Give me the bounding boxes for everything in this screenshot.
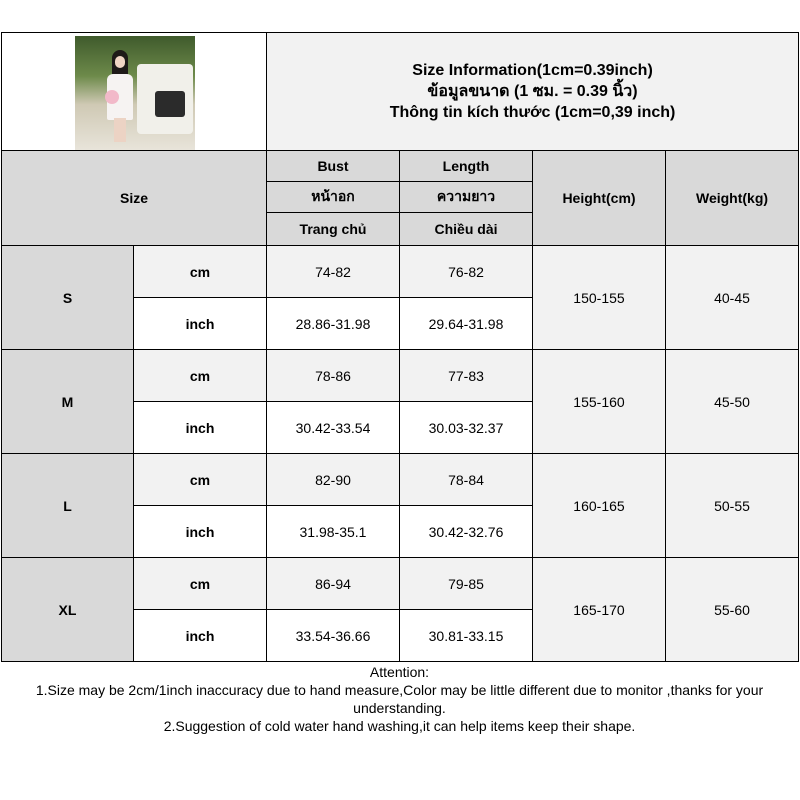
unit-label: inch [134, 298, 267, 350]
unit-label: cm [134, 558, 267, 610]
weight-value: 50-55 [666, 454, 799, 558]
table-row [2, 246, 799, 298]
length-header-th: ความยาว [400, 182, 533, 213]
length-cm-value: 76-82 [400, 246, 533, 298]
bouquet-shape [105, 90, 119, 104]
banner-row [2, 33, 799, 151]
size-name-xl: XL [2, 558, 134, 662]
model-figure [105, 50, 133, 142]
length-header-en: Length [400, 151, 533, 182]
length-inch-value: 30.03-32.37 [400, 402, 533, 454]
size-table [1, 32, 799, 662]
product-photo [75, 36, 195, 150]
height-header: Height(cm) [533, 151, 666, 246]
title-vi: Thông tin kích thước (1cm=0,39 inch) [389, 104, 676, 121]
bust-cm-value: 78-86 [267, 350, 400, 402]
unit-label: cm [134, 246, 267, 298]
attention-heading: Attention: [369, 664, 430, 680]
unit-label: inch [134, 610, 267, 662]
size-name-l: L [2, 454, 134, 558]
bust-inch-value: 28.86-31.98 [267, 298, 400, 350]
attention-line-1: 1.Size may be 2cm/1inch inaccuracy due to hand measure,Color may be little different due to monitor ,thanks for your understanding. [35, 682, 764, 716]
weight-header: Weight(kg) [666, 151, 799, 246]
bust-cm-value: 86-94 [267, 558, 400, 610]
bust-header-vi: Trang chủ [267, 213, 400, 246]
height-value: 160-165 [533, 454, 666, 558]
height-value: 165-170 [533, 558, 666, 662]
cart-seat-shape [155, 91, 185, 117]
weight-value: 45-50 [666, 350, 799, 454]
bust-inch-value: 30.42-33.54 [267, 402, 400, 454]
length-inch-value: 30.42-32.76 [400, 506, 533, 558]
header-row-1 [2, 151, 799, 182]
bust-cm-value: 74-82 [267, 246, 400, 298]
bust-cm-value: 82-90 [267, 454, 400, 506]
bust-header-th: หน้าอก [267, 182, 400, 213]
attention-notes [1, 663, 798, 783]
attention-line-2: 2.Suggestion of cold water hand washing,it can help items keep their shape. [163, 718, 636, 734]
size-name-m: M [2, 350, 134, 454]
weight-value: 55-60 [666, 558, 799, 662]
length-header-vi: Chiều dài [400, 213, 533, 246]
title-th: ข้อมูลขนาด (1 ซม. = 0.39 นิ้ว) [427, 83, 638, 100]
size-name-s: S [2, 246, 134, 350]
title-cell [267, 33, 799, 151]
bust-header-en: Bust [267, 151, 400, 182]
unit-label: cm [134, 350, 267, 402]
table-row [2, 350, 799, 402]
unit-label: inch [134, 402, 267, 454]
bust-inch-value: 33.54-36.66 [267, 610, 400, 662]
length-cm-value: 78-84 [400, 454, 533, 506]
length-cm-value: 77-83 [400, 350, 533, 402]
title-en: Size Information(1cm=0.39inch) [412, 62, 653, 79]
weight-value: 40-45 [666, 246, 799, 350]
product-photo-cell [2, 33, 267, 151]
length-inch-value: 29.64-31.98 [400, 298, 533, 350]
height-value: 155-160 [533, 350, 666, 454]
unit-label: cm [134, 454, 267, 506]
length-cm-value: 79-85 [400, 558, 533, 610]
table-row [2, 454, 799, 506]
bust-inch-value: 31.98-35.1 [267, 506, 400, 558]
table-row [2, 558, 799, 610]
unit-label: inch [134, 506, 267, 558]
height-value: 150-155 [533, 246, 666, 350]
size-header: Size [2, 151, 267, 246]
length-inch-value: 30.81-33.15 [400, 610, 533, 662]
